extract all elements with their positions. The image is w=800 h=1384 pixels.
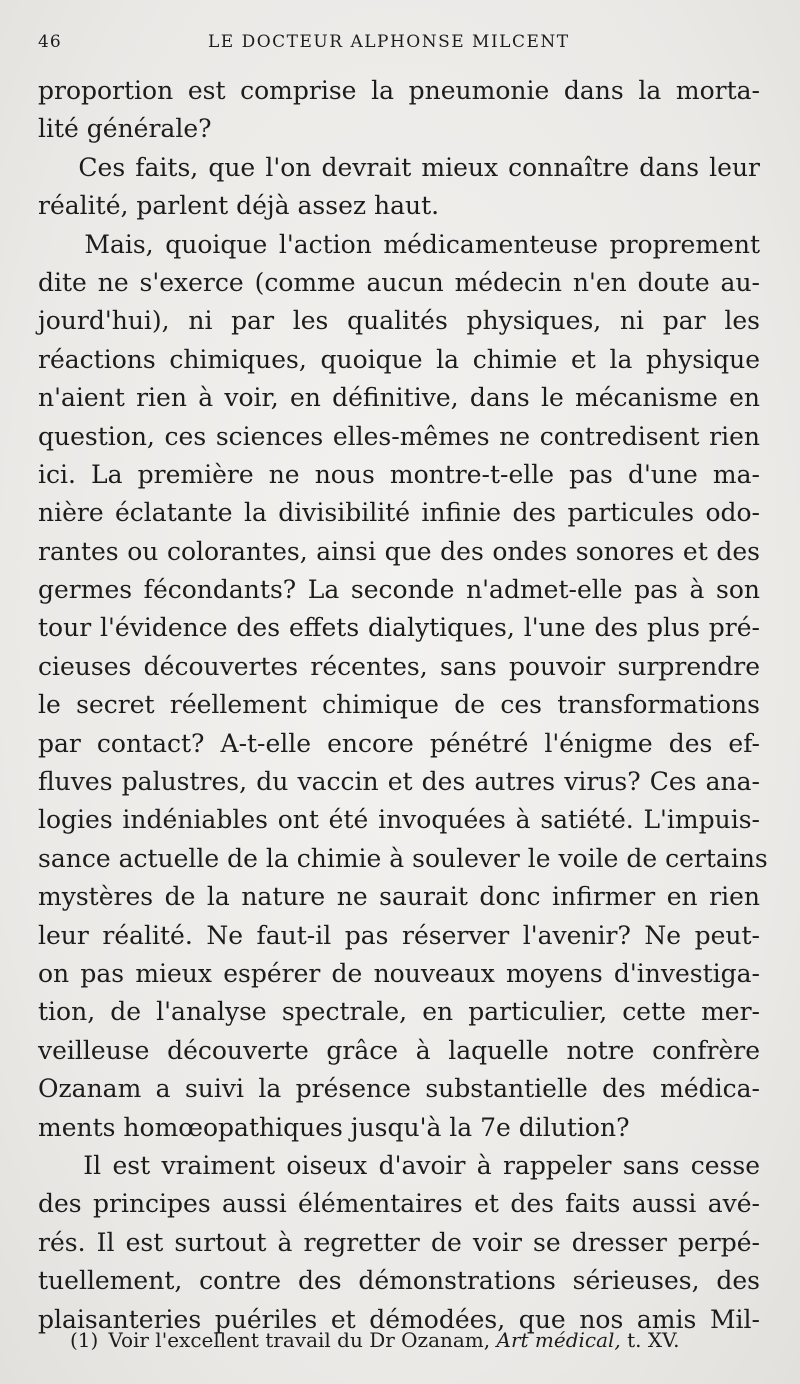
- footnote: [70, 1328, 679, 1352]
- running-title: LE DOCTEUR ALPHONSE MILCENT: [208, 32, 570, 52]
- text-line: le secret réellement chimique de ces transformations: [38, 690, 760, 720]
- footnote-marker: (1): [70, 1328, 99, 1352]
- text-line: veilleuse découverte grâce à laquelle notre confrère: [38, 1035, 760, 1065]
- text-line: rantes ou colorantes, ainsi que des ondes sonores et des: [38, 536, 760, 566]
- text-line: réalité, parlent déjà assez haut.: [38, 191, 440, 221]
- text-line: on pas mieux espérer de nouveaux moyens d'investiga-: [38, 958, 760, 988]
- page-number: 46: [38, 32, 62, 52]
- text-line: jourd'hui), ni par les qualités physiques, ni par les: [38, 306, 760, 336]
- text-line: tuellement, contre des démonstrations sérieuses, des: [38, 1266, 760, 1296]
- text-line: rés. Il est surtout à regretter de voir se dresser perpé-: [38, 1227, 760, 1257]
- text-line: Mais, quoique l'action médicamenteuse proprement: [38, 229, 760, 259]
- text-line: Ozanam a suivi la présence substantielle des médica-: [38, 1074, 760, 1104]
- text-line: plaisanteries puériles et démodées, que nos amis Mil-: [38, 1304, 760, 1334]
- footnote-italic: Art médical,: [496, 1328, 621, 1352]
- text-line: tour l'évidence des effets dialytiques, l'une des plus pré-: [38, 613, 760, 643]
- text-line: fluves palustres, du vaccin et des autres virus? Ces ana-: [38, 767, 760, 797]
- text-line: n'aient rien à voir, en définitive, dans le mécanisme en: [38, 383, 760, 413]
- page-header: [38, 30, 760, 60]
- text-line: ments homœopathiques jusqu'à la 7e dilution?: [38, 1112, 630, 1142]
- text-line: par contact? A-t-elle encore pénétré l'énigme des ef-: [38, 728, 760, 758]
- text-line: Il est vraiment oiseux d'avoir à rappeler sans cesse: [38, 1150, 760, 1180]
- text-line: question, ces sciences elles-mêmes ne contredisent rien: [38, 421, 760, 451]
- text-line: tion, de l'analyse spectrale, en particulier, cette mer-: [38, 997, 760, 1027]
- text-line: leur réalité. Ne faut-il pas réserver l'avenir? Ne peut-: [38, 920, 760, 950]
- text-line: proportion est comprise la pneumonie dans la morta-: [38, 76, 760, 105]
- text-line: lité générale?: [38, 114, 212, 144]
- text-line: logies indéniables ont été invoquées à satiété. L'impuis-: [38, 805, 760, 835]
- body-text: [38, 72, 768, 1339]
- footnote-text: Voir l'excellent travail du Dr Ozanam,: [108, 1328, 491, 1352]
- text-line: mystères de la nature ne saurait donc infirmer en rien: [38, 882, 760, 912]
- text-line: sance actuelle de la chimie à soulever le voile de certains: [38, 843, 768, 873]
- text-line: Ces faits, que l'on devrait mieux connaître dans leur: [38, 152, 760, 182]
- text-line: cieuses découvertes récentes, sans pouvoir surprendre: [38, 651, 760, 681]
- text-line: dite ne s'exerce (comme aucun médecin n'en doute au-: [38, 267, 760, 297]
- text-line: ici. La première ne nous montre-t-elle pas d'une ma-: [38, 459, 760, 489]
- text-line: nière éclatante la divisibilité infinie des particules odo-: [38, 498, 760, 528]
- footnote-tail: t. XV.: [620, 1328, 680, 1352]
- text-line: germes fécondants? La seconde n'admet-elle pas à son: [38, 575, 760, 605]
- text-line: réactions chimiques, quoique la chimie et la physique: [38, 344, 760, 374]
- text-line: des principes aussi élémentaires et des faits aussi avé-: [38, 1189, 760, 1219]
